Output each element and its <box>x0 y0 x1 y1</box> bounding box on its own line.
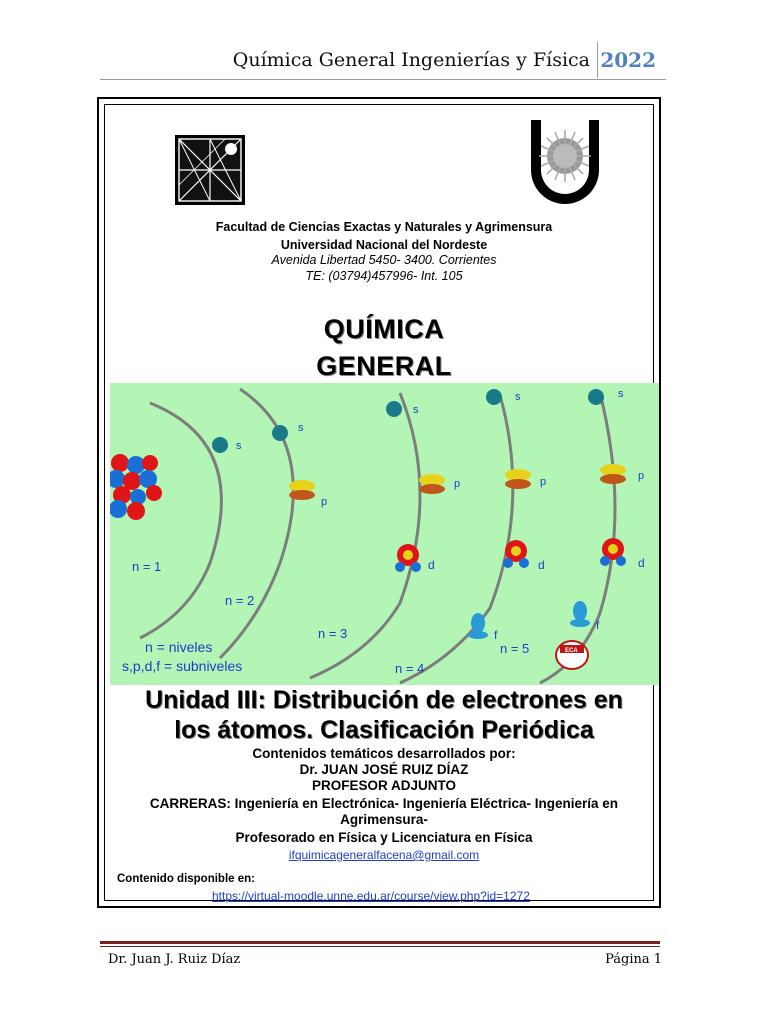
stamp-label: ECA <box>565 648 578 654</box>
faculty-name: Facultad de Ciencias Exactas y Naturales y Agrimensura <box>215 220 553 234</box>
careers-line2: Agrimensura- <box>340 812 428 827</box>
orbital-label: p <box>321 496 328 508</box>
electron-distribution-diagram <box>110 383 659 685</box>
developed-by: Contenidos temáticos desarrollados por: <box>252 746 516 761</box>
university-phone: TE: (03794)457996- Int. 105 <box>305 269 463 283</box>
orbital-label: f <box>596 618 600 632</box>
course-url-link[interactable]: https://virtual-moodle.unne.edu.ar/course/view.php?id=1272 <box>212 889 530 903</box>
orbital-illustration <box>110 383 659 685</box>
nucleus-icon <box>110 454 162 520</box>
level-label: n = 1 <box>132 559 162 574</box>
unit-title-line1: Unidad III: Distribución de electrones en <box>145 686 623 714</box>
legend-levels: n = niveles <box>145 639 213 655</box>
orbital-label: d <box>538 558 545 572</box>
legend-sublevels: s,p,d,f = subniveles <box>122 658 243 674</box>
available-label: Contenido disponible en: <box>117 873 255 885</box>
footer-author: Dr. Juan J. Ruiz Díaz <box>108 952 241 967</box>
orbital-label: p <box>454 478 461 490</box>
header-year: 2022 <box>600 48 656 72</box>
contact-email-link[interactable]: ifquimicageneralfacena@gmail.com <box>288 848 480 862</box>
header-separator <box>597 42 598 78</box>
faculty-logo <box>175 135 245 205</box>
eca-stamp-icon <box>556 641 588 669</box>
header-title: Química General Ingenierías y Física <box>232 49 590 71</box>
level-label: n = 5 <box>500 641 530 656</box>
level-label: n = 3 <box>318 626 348 641</box>
orbital-label: s <box>515 391 521 403</box>
unit-title-line2: los átomos. Clasificación Periódica <box>174 716 594 744</box>
level-label: n = 2 <box>225 593 255 608</box>
university-name: Universidad Nacional del Nordeste <box>280 238 488 252</box>
course-title-line2: GENERAL <box>316 351 452 381</box>
orbital-label: d <box>428 558 435 572</box>
author-role: PROFESOR ADJUNTO <box>311 778 457 793</box>
footer-page-number: Página 1 <box>605 952 662 967</box>
orbital-label: s <box>236 440 242 452</box>
orbital-label: s <box>618 388 624 400</box>
careers-line1: CARRERAS: Ingeniería en Electrónica- Ingeniería Eléctrica- Ingeniería en <box>149 796 619 811</box>
university-logo <box>523 120 607 210</box>
orbital-label: f <box>494 628 498 642</box>
careers-line3: Profesorado en Física y Licenciatura en Física <box>235 830 533 845</box>
page-header <box>100 40 666 80</box>
orbital-label: p <box>540 476 547 488</box>
university-address: Avenida Libertad 5450- 3400. Corrientes <box>271 253 497 267</box>
author-name: Dr. JUAN JOSÉ RUIZ DÍAZ <box>299 762 469 777</box>
header-rule <box>100 79 666 80</box>
orbital-label: s <box>413 404 419 416</box>
orbital-label: s <box>298 422 304 434</box>
level-label: n = 4 <box>395 661 425 676</box>
orbital-label: d <box>638 556 645 570</box>
orbital-label: p <box>638 470 645 482</box>
course-title-line1: QUÍMICA <box>323 314 445 344</box>
footer-rule-thin <box>100 946 660 947</box>
footer-rule <box>100 941 660 944</box>
